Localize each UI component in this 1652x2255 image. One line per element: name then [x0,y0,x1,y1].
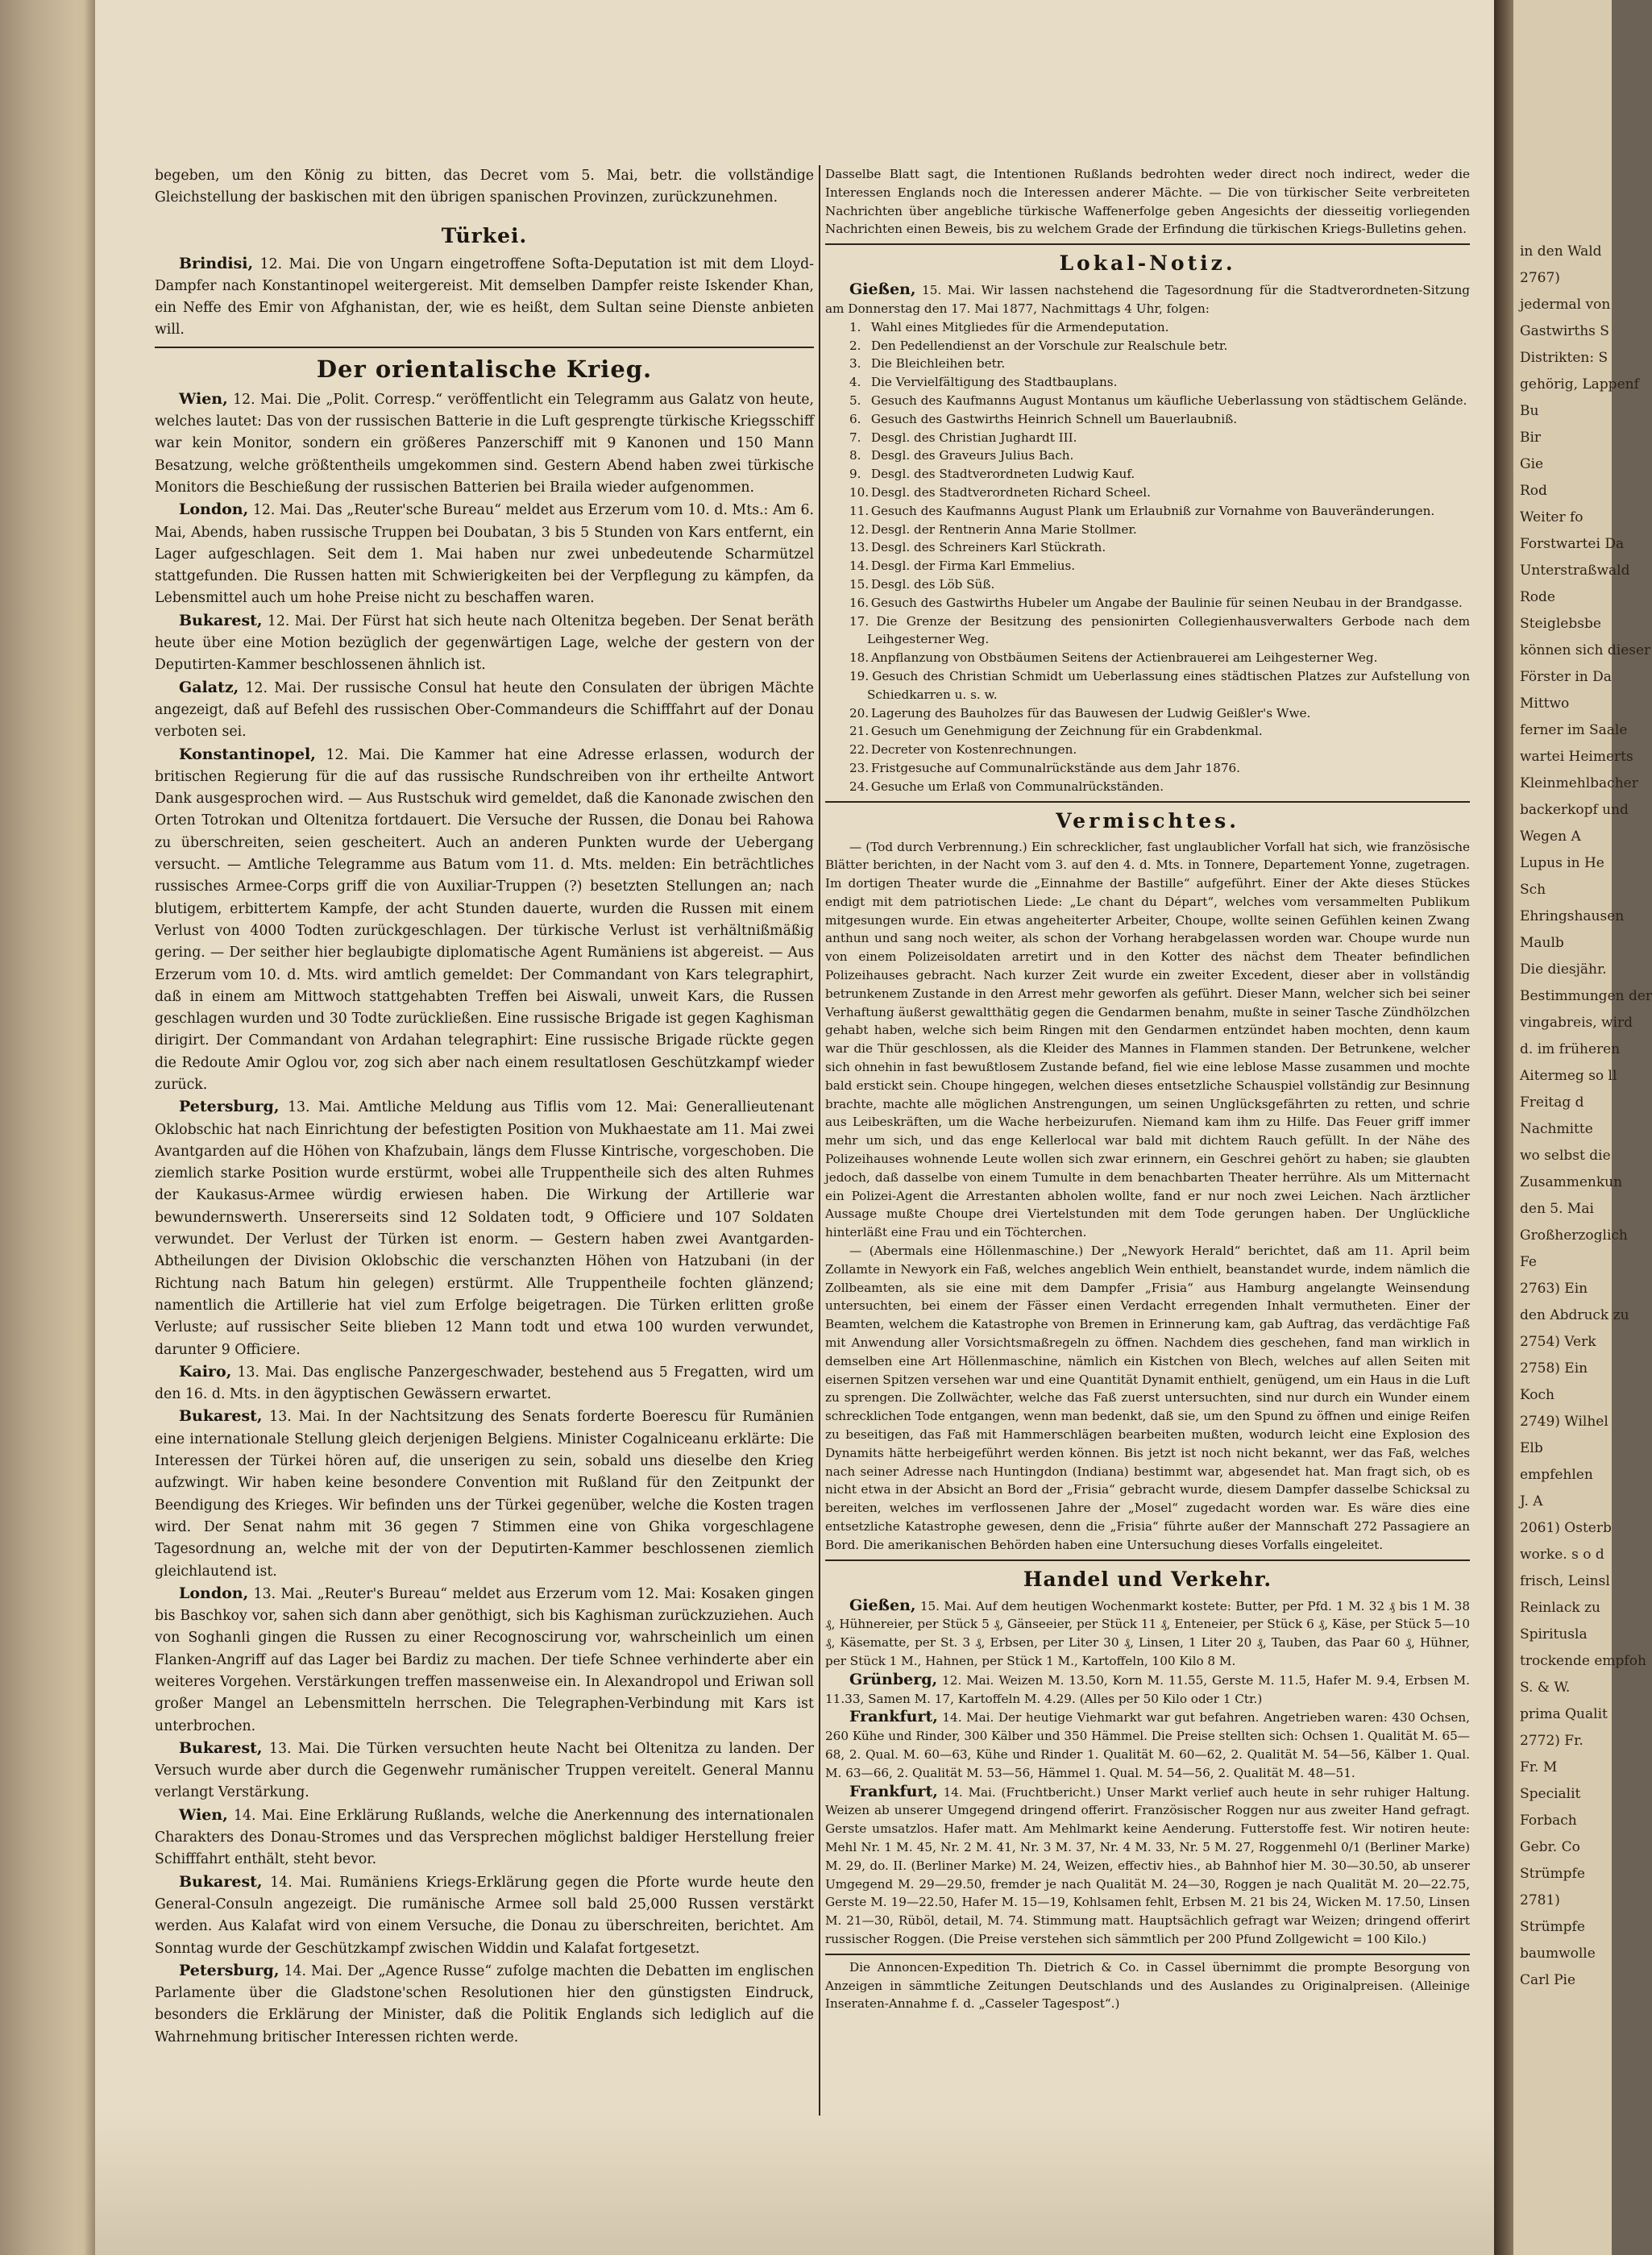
news-text: 12. Mai. Der Fürst hat sich heute nach Oltenitza begeben. Der Senat beräth heute über eine Motion bezüglich der gegenwärtigen Lage, welche der gestern von der Deputirten-Kammer beschlossenen ähnlich ist. [155,613,814,674]
news-text: 12. Mai. Die Kammer hat eine Adresse erlassen, wodurch der britischen Regierung für die auf das russische Rundschreiben von ihr ertheilte Antwort Dank ausgesprochen wird. — Aus Rustschuk wird gemeldet, daß die Kanonade zwischen den Orten Totrokan und Oltenitza fortdauert. Die Versuche der Russen, die Donau bei Rahowa zu überschreiten, seien gescheitert. Auch an anderen Punkten wurde der Uebergang versucht. — Amtliche Telegramme aus Batum vom 11. d. Mts. melden: Ein beträchtliches russisches Armee-Corps griff die von Auxiliar-Truppen (?) besetzten Stellungen an; nach blutigem, erbittertem Kampfe, der acht Stunden dauerte, wurden die Russen mit einem Verlust von 4000 Todten zurückgeschlagen. Der türkische Verlust ist verhältnißmäßig gering. — Der seither hier beglaubigte diplomatische Agent Rumäniens ist abgereist. — Aus Erzerum vom 10. d. Mts. wird amtlich gemeldet: Der Commandant von Kars telegraphirt, daß in einem am Mittwoch stattgehabten Treffen bei Aiswali, unweit Kars, die Russen geschlagen wurden und 30 Todte zurückließen. Eine russische Brigade ist gegen Kaghisman dirigirt. Der Commandant von Ardahan telegraphirt: Eine russische Brigade rückte gegen die Redoute Amir Oglou vor, zog sich aber nach einem resultatlosen Geschützkampf wieder zurück. [155,746,814,1093]
dateline: Bukarest, [179,1872,263,1891]
agenda-number: 4. [849,375,861,390]
agenda-number: 18. [849,650,870,666]
next-page-fragment: den 5. Mai [1520,1201,1594,1217]
news-text: 13. Mai. Das englische Panzergeschwader, bestehend aus 5 Fregatten, wird um den 16. d. Mts. in den ägyptischen Gewässern erwartet. [155,1364,814,1403]
news-item [155,253,814,342]
agenda-item [825,502,1470,521]
next-page-fragment: 2772) Fr. [1520,1733,1584,1749]
news-text: 14. Mai. (Fruchtbericht.) Unser Markt verlief auch heute in sehr ruhiger Haltung. Weizen ab unserer Umgegend dringend offerirt. Französischer Roggen nur aus zweiter Hand gefragt. Gerste umsatzlos. Hafer matt. Am Mehlmarkt keine Aenderung. Futterstoffe fest. Wir notiren heute: Mehl Nr. 1 M. 45, Nr. 2 M. 41, Nr. 3 M. 37, Nr. 4 M. 33, Nr. 5 M. 27, Roggenmehl 0/1 (Berliner Marke) M. 29, do. II. (Berliner Marke) M. 24, Weizen, effectiv hies., ab Bahnhof hier M. 30—30.50, ab unserer Umgegend M. 29—29.50, fremder je nach Qualität M. 24—30, Roggen je nach Qualität M. 20—22.75, Gerste M. 19—22.50, Hafer M. 15—19, Kohlsamen fehlt, Erbsen M. 21 bis 24, Wicken M. 17.50, Linsen M. 21—30, Rüböl, detail, M. 74. Stimmung matt. Hauptsächlich gefragt war Weizen; dringend offerirt russischer Roggen. (Die Preise verstehen sich sämmtlich per 200 Pfund Zollgewicht = 100 Kilo.) [825,1784,1470,1946]
next-page-fragment: empfehlen [1520,1467,1593,1483]
news-item: — (Tod durch Verbrennung.) Ein schrecklicher, fast unglaublicher Vorfall hat sich, wie französische Blätter berichten, in der Nacht vom 3. auf den 4. d. Mts. in Tonnere, Departement Yonne, zugetragen. Im dortigen Theater wurde die „Einnahme der Bastille“ aufgeführt. Einer der Akte dieses Stückes endigt mit dem patriotischen Liede: „Le chant du Départ“, welches vom versammelten Publikum mitgesungen wurde. Ein etwas angeheiterter Arbeiter, Choupe, wollte seinen Gefühlen keinen Zwang anthun und sang noch weiter, als schon der Vorhang herabgelassen worden war. Choupe wurde nun von einem Polizeisoldaten arretirt und in den Kotter des nächst dem Theater befindlichen Polizeihauses gebracht. Nach kurzer Zeit wurde ein zweiter Excedent, dieser aber in vollständig betrunkenem Zustande in den Arrest mehr geworfen als geführt. Dieser Mann, welcher sich bei seiner Verhaftung äußerst gewaltthätig gegen die Gendarmen benahm, mußte in seiner Tasche Zündhölzchen gehabt haben, welche sich beim Ringen mit den Gendarmen entzündet haben mochten, denn kaum war die Thür geschlossen, als die Kleider des Mannes in Flammen standen. Der Betrunkene, welcher sich ohnehin in fast bewußtlosem Zustande befand, fiel wie eine leblose Masse zusammen und mochte bald erstickt sein. Choupe hingegen, welchen dieses entsetzliche Schauspiel vollständig zur Besinnung brachte, machte alle möglichen Anstrengungen, um seinen Unglücksgefährten zu retten, und schrie aus Leibeskräften, um die Wache herbeizurufen. Niemand kam ihm zu Hilfe. Das Feuer griff immer mehr um sich, und das enge Kellerlocal war bald mit dichtem Rauch gefüllt. In der Nähe des Polizeihauses wohnende Leute wollen sich zwar erinnern, ein Geschrei gehört zu haben; sie glaubten jedoch, daß dasselbe von einem Tumulte in dem benachbarten Theater herrühre. Als um Mitternacht ein Polizei-Agent die Arrestanten abholen wollte, fand er nur noch zwei Leichen. Nach ärztlicher Aussage mußte Choupe drei Viertelstunden mit dem Tode gerungen haben. Der Unglückliche hinterläßt eine Frau und ein Töchterchen. [825,839,1470,1240]
agenda-text: Desgl. des Schreiners Karl Stückrath. [870,540,1106,555]
news-text: 13. Mai. „Reuter's Bureau“ meldet aus Erzerum vom 12. Mai: Kosaken gingen bis Baschkoy vor, sahen sich dann aber genöthigt, sich bis Kaghisman zurückzuziehen. Auch von Soghanli gingen die Russen zu einer Recognoscirung vor, wahrscheinlich um einen Flanken-Angriff auf das Lager bei Bardiz zu machen. Der tiefe Schnee verhinderte aber ein weiteres Vorgehen. Verstärkungen treffen massenweise ein. In Alexandropol und Eriwan soll großer Mangel an Lebensmitteln herrschen. Die Telegraphen-Verbindung mit Kars ist unterbrochen. [155,1585,814,1734]
agenda-item [825,649,1470,667]
next-page-fragment: Mittwo [1520,696,1570,712]
next-page-fragment: Kleinmehlbacher [1520,775,1638,791]
dateline: Frankfurt, [849,1708,938,1726]
page-gutter [1494,0,1513,2255]
news-item [825,1708,1470,1782]
agenda-item [825,521,1470,539]
war-reports [155,388,814,2049]
agenda-text: Gesuch des Kaufmanns August Plank um Erlaubniß zur Vornahme von Bauveränderungen. [870,503,1435,518]
dateline: Galatz, [179,678,239,696]
next-page-fragment: jedermal von [1520,297,1611,313]
section-heading-vermischtes: Vermischtes. [1056,808,1239,833]
next-page-fragment: 2061) Osterb [1520,1520,1612,1536]
agenda-item [825,722,1470,741]
next-page-fragment: Wegen A [1520,828,1581,845]
news-text: 12. Mai. Die „Polit. Corresp.“ veröffentlicht ein Telegramm aus Galatz von heute, welches lautet: Das von der russischen Batterie in die Luft gesprengte türkische Kriegsschiff war kein Monitor, sondern ein größeres Panzerschiff mit 9 Kanonen und 150 Mann Besatzung, welche größtentheils umgekommen sind. Gestern Abend haben zwei türkische Monitors die Beschießung der russischen Batterien bei Braila wieder aufgenommen. [155,391,814,496]
dateline: Kairo, [179,1362,232,1381]
dateline: London, [179,500,249,519]
agenda-text: Fristgesuche auf Communalrückstände aus dem Jahr 1876. [870,760,1241,775]
dateline: Gießen, [849,1596,916,1614]
section-divider [825,243,1470,245]
agenda-item [825,429,1470,447]
next-page-fragment: Freitag d [1520,1094,1584,1111]
news-item [155,1960,814,2049]
news-item [825,280,1470,318]
agenda-text: Desgl. der Rentnerin Anna Marie Stollmer. [870,521,1137,537]
news-item [155,499,814,609]
agenda-number: 15. [849,576,870,592]
next-page-fragment: wo selbst die [1520,1148,1611,1164]
next-page-fragment: Ehringshausen [1520,908,1625,924]
news-item [155,610,814,677]
next-page-fragment: können sich dieser [1520,642,1651,658]
next-page-fragment: Fe [1520,1254,1537,1270]
next-page-fragment: Koch [1520,1387,1554,1403]
agenda-number: 8. [849,448,861,463]
next-page-fragment: Steiglebsbe [1520,616,1601,632]
agenda-text: Desgl. des Graveurs Julius Bach. [870,448,1074,463]
next-page-fragment: Nachmitte [1520,1121,1593,1137]
agenda-number: 1. [849,319,861,334]
next-page-fragment: vingabreis, wird [1520,1015,1633,1031]
news-item [155,1406,814,1582]
section-heading-turkei: Türkei. [441,223,528,247]
agenda-number: 9. [849,467,861,482]
agenda-item [825,538,1470,557]
agenda-item [825,778,1470,796]
agenda-number: 13. [849,540,870,555]
agenda-text: Lagerung des Bauholzes für das Bauwesen der Ludwig Geißler's Wwe. [870,705,1311,721]
section-divider [825,1954,1470,1955]
next-page-fragment: 2754) Verk [1520,1334,1596,1350]
next-page-fragment: J. A [1520,1493,1543,1510]
agenda-item [825,355,1470,373]
agenda-number: 17. [849,613,870,629]
agenda-number: 22. [849,742,870,758]
agenda-text: Gesuch um Genehmigung der Zeichnung für ein Grabdenkmal. [870,724,1263,739]
next-page-fragment: backerkopf und [1520,802,1629,818]
next-page-fragment: Großherzoglich [1520,1227,1628,1244]
agenda-item [825,446,1470,465]
next-page-fragment: worke. s o d [1520,1547,1604,1563]
news-text: 13. Mai. Amtliche Meldung aus Tiflis vom 12. Mai: Generallieutenant Oklobschic hat nach Einrichtung der befestigten Position von Mukhaestate am 11. Mai zwei Avantgarden auf die Höhen von Khafzubain, längs dem Flusse Kintrische, vorgeschoben. Die ziemlich starke Position wurde erstürmt, wobei alle Truppentheile sich des alten Ruhmes der Kaukasus-Armee würdig erwiesen haben. Die Wirkung der Artillerie war bewundernswerth. Unsererseits sind 12 Soldaten todt, 9 Officiere und 107 Soldaten verwundet. Der Verlust der Türken ist enorm. — Gestern haben zwei Avantgarden-Abtheilungen der Division Oklobschic die verschanzten Höhen von Hatzubani (in der Richtung nach Batum hin gelegen) erstürmt. Alle Truppentheile fochten glänzend; namentlich die Artillerie hat viel zum Erfolge beigetragen. Die Türken erlitten große Verluste; auf russischer Seite blieben 12 Mann todt und etwa 100 wurden verwundet, darunter 9 Officiere. [155,1099,814,1358]
next-page-fragment: Bestimmungen der [1520,988,1652,1004]
next-page-fragment: 2749) Wilhel [1520,1414,1608,1430]
agenda-item [825,373,1470,392]
news-text: 15. Mai. Auf dem heutigen Wochenmarkt kostete: Butter, per Pfd. 1 M. 32 ₰ bis 1 M. 38 ₰, Hühnereier, per Stück 5 ₰, Gänseeier, per Stück 11 ₰, Enteneier, per Stück 6 ₰, Käse, per Stück 5—10 ₰, Käsematte, per St. 3 ₰, Erbsen, per Liter 30 ₰, Linsen, 1 Liter 20 ₰, Tauben, das Paar 60 ₰, Hühner, per Stück 1 M., Hahnen, per Stück 1 M., Kartoffeln, 100 Kilo 8 M. [825,1598,1471,1668]
next-page-fragment: Fr. M [1520,1759,1558,1775]
agenda-item [825,741,1470,759]
next-page-fragments [1520,242,1652,1990]
dateline: Gießen, [849,280,916,299]
agenda-item [825,410,1470,429]
section-divider [825,1559,1470,1561]
agenda-item [825,575,1470,594]
news-item: — (Abermals eine Höllenmaschine.) Der „Newyork Herald“ berichtet, daß am 11. April beim Zollamte in Newyork ein Faß, welches angeblich Wein enthielt, beanstandet wurde, indem nämlich die Zollbeamten, als sie eine mit dem Dampfer „Frisia“ aus Hamburg angelangte Weinsendung untersuchten, bei einem der Fässer einen Verdacht erregenden Inhalt vermutheten. Einer der Beamten, welchem die Katastrophe von Bremen in Erinnerung kam, gab Auftrag, das verdächtige Faß mit Anwendung aller Vorsichtsmaßregeln zu öffnen. Nachdem dies geschehen, fand man wirklich in demselben eine Art Höllenmaschine, nämlich ein Kistchen von Blech, welches auf allen Seiten mit eisernen Spitzen versehen war und eine Quantität Dynamit enthielt, genügend, um ein Haus in die Luft zu sprengen. Die Zollwächter, welche das Faß zuerst untersuchten, sind nur durch ein Wunder einem schrecklichen Tode entgangen, wenn man bedenkt, daß sie, um den Spund zu öffnen und einige Reifen zu beseitigen, das Faß mit Hammerschlägen bearbeiten mußten, wodurch leicht eine Explosion des Dynamits hätte herbeigeführt werden können. Bis jetzt ist noch nicht bekannt, wer das Faß, welches nach seiner Adresse nach Huntingdon (Indiana) bestimmt war, abgesendet hat. Man fragt sich, ob es nicht etwa in der Absicht an Bord der „Frisia“ gebracht wurde, diesem Dampfer dasselbe Schicksal zu bereiten, welches im verflossenen Jahre der „Mosel“ zugedacht worden war. Es wäre dies eine entsetzliche Katastrophe gewesen, denn die „Frisia“ führte außer der Mannschaft 272 Passagiere an Bord. Die amerikanischen Behörden haben eine Untersuchung dieses Vorfalls eingeleitet. [825,1244,1470,1552]
section-divider [825,801,1470,803]
agenda-number: 19. [849,668,870,683]
next-page-fragment: prima Qualit [1520,1706,1608,1722]
agenda-number: 21. [849,724,870,739]
news-item [155,677,814,744]
next-page-fragment: Carl Pie [1520,1972,1576,1988]
market-reports [825,1597,1470,1949]
agenda-text: Gesuch des Gastwirths Heinrich Schnell um Bauerlaubniß. [870,411,1238,426]
section-heading-war: Der orientalische Krieg. [316,355,653,383]
agenda-text: Desgl. der Firma Karl Emmelius. [870,559,1076,574]
next-page-fragment: Spiritusla [1520,1626,1588,1642]
next-page-fragment: Bu [1520,403,1539,419]
dateline: Brindisi, [179,254,254,272]
carry-over-text: Dasselbe Blatt sagt, die Intentionen Rußlands bedrohten weder direct noch indirect, weder die Interessen Englands noch die Interessen anderer Mächte. — Die von türkischer Seite verbreiteten Nachrichten über angebliche türkische Waffenerfolge geben Angesichts der diesseitig vorliegenden Nachrichten einen Beweis, bis zu welchem Grade der Erfindung die türkischen Kriegs-Bulletins gehen. [825,167,1470,237]
dateline: Grünberg, [849,1670,938,1688]
next-page-fragment: Förster in Da [1520,669,1612,685]
news-item [155,1804,814,1871]
next-page-fragment: Aitermeg so ll [1520,1068,1617,1084]
news-text: 14. Mai. Rumäniens Kriegs-Erklärung gegen die Pforte wurde heute den General-Consuln angezeigt. Die rumänische Armee soll bald 25,000 Russen verstärkt werden. Aus Kalafat wird von einem Versuche, die Donau zu überschreiten, berichtet. Am Sonntag wurde der Geschützkampf zwischen Widdin und Kalafat fortgesetzt. [155,1874,814,1957]
agenda-item [825,337,1470,355]
agenda-text: Die Vervielfältigung des Stadtbauplans. [870,375,1118,390]
agenda-number: 20. [849,705,870,721]
news-text: 12. Mai. Das „Reuter'sche Bureau“ meldet aus Erzerum vom 10. d. Mts.: Am 6. Mai, Abends, haben russische Truppen bei Doubatan, 3 bis 5 Stunden von Kars entfernt, ein Lager aufgeschlagen. Seit dem 1. Mai haben nur zwei unbedeutende Scharmützel stattgefunden. Die Russen hatten mit Schwierigkeiten bei der Verpflegung zu kämpfen, da Lebensmittel auch um hohe Preise nicht zu beschaffen waren. [155,502,814,607]
agenda-number: 11. [849,503,870,518]
agenda-item [825,667,1470,704]
dateline: Bukarest, [179,611,263,629]
agenda-text: Desgl. des Löb Süß. [870,576,995,592]
news-item [825,1783,1470,1949]
agenda-number: 2. [849,338,861,353]
section-heading-handel: Handel und Verkehr. [1023,1567,1272,1591]
next-page-fragment: Weiter fo [1520,509,1584,525]
agenda-text: Gesuch des Kaufmanns August Montanus um käufliche Ueberlassung von städtischem Gelände. [870,392,1467,408]
dateline: London, [179,1584,249,1602]
news-text: 13. Mai. Die Türken versuchten heute Nacht bei Oltenitza zu landen. Der Versuch wurde aber durch die Gegenwehr rumänischer Truppen vereitelt. General Mannu verlangt Verstärkung. [155,1740,814,1801]
next-page-fragment: Die diesjähr. [1520,961,1607,978]
agenda-text: Desgl. des Christian Jughardt III. [870,430,1077,445]
agenda-text: Den Pedellendienst an der Vorschule zur Realschule betr. [870,338,1228,353]
news-item [155,1096,814,1361]
next-page-fragment: wartei Heimerts [1520,749,1633,765]
next-page-fragment: trockende empfoh [1520,1653,1646,1669]
next-page-fragment: 2767) [1520,270,1560,286]
agenda-text: Decreter von Kostenrechnungen. [870,742,1077,758]
next-page-fragment: Bir [1520,430,1542,446]
news-item [155,1871,814,1960]
next-page-fragment: ferner im Saale [1520,722,1628,738]
news-text: 15. Mai. Wir lassen nachstehend die Tagesordnung für die Stadtverordneten-Sitzung am Donnerstag den 17. Mai 1877, Nachmittags 4 Uhr, folgen: [825,283,1470,316]
next-page-fragment: Maulb [1520,935,1564,951]
next-page-fragment: Gastwirths S [1520,323,1609,339]
news-text: 12. Mai. Der russische Consul hat heute den Consulaten der übrigen Mächte angezeigt, daß auf Befehl des russischen Ober-Commandeurs die Schifffahrt auf der Donau verboten sei. [155,679,814,741]
agenda-item [825,594,1470,613]
agenda-item [825,759,1470,778]
dateline: Bukarest, [179,1407,263,1426]
next-page-fragment: Lupus in He [1520,855,1604,871]
next-page-fragment: d. im früheren [1520,1041,1621,1057]
next-page-fragment: Gebr. Co [1520,1839,1580,1855]
agenda-number: 12. [849,521,870,537]
agenda-item [825,557,1470,575]
news-text: 14. Mai. Der heutige Viehmarkt war gut befahren. Angetrieben waren: 430 Ochsen, 260 Kühe und Rinder, 300 Kälber und 350 Hämmel. Die Preise stellten sich: Ochsen 1. Qualität M. 65—68, 2. Qual. M. 60—63, Kühe und Rinder 1. Qualität M. 60—62, 2. Qualität M. 54—56, Kälber 1. Qual. M. 63—66, 2. Qualität M. 53—56, Hämmel 1. Qual. M. 54—56, 2. Qualität M. 48—51. [825,1710,1471,1780]
dateline: Wien, [179,1805,228,1824]
agenda-number: 3. [849,356,861,372]
next-page-fragment: Forstwartei Da [1520,536,1625,552]
agenda-text: Die Bleichleihen betr. [870,356,1006,372]
next-page-fragment: Zusammenkun [1520,1174,1623,1190]
agenda-number: 6. [849,411,861,426]
news-item [155,388,814,499]
news-text: 13. Mai. In der Nachtsitzung des Senats forderte Boerescu für Rumänien eine internationale Stellung gleich derjenigen Belgiens. Minister Cogalniceanu erklärte: Die Interessen der Türkei hören auf, die unserigen zu sein, sobald uns dieselbe den Krieg aufzwingt. Wir haben keine besondere Convention mit Rußland für den Zeitpunkt der Beendigung des Krieges. Wir befinden uns der Türkei gegenüber, welche die Kosten tragen wird. Der Senat nahm mit 36 gegen 7 Stimmen eine von Ghika vorgeschlagene Tagesordnung an, welche mit der von der Deputirten-Kammer beschlossenen ziemlich gleichlautend ist. [155,1409,815,1580]
agenda-item [825,465,1470,484]
agenda-text: Gesuche um Erlaß von Communalrückständen. [870,779,1164,794]
news-item [825,1671,1470,1709]
agenda-number: 16. [849,595,870,610]
agenda-item [825,392,1470,410]
agenda-text: Wahl eines Mitgliedes für die Armendeputation. [870,319,1169,334]
agenda-list [825,318,1470,796]
news-item [155,1361,814,1406]
agenda-item [825,613,1470,650]
right-column [825,165,1470,2013]
next-page-fragment: frisch, Leinsl [1520,1573,1610,1589]
agenda-text: Anpflanzung von Obstbäumen Seitens der Actienbrauerei am Leihgesterner Weg. [870,650,1378,666]
agenda-item [825,704,1470,723]
news-item [155,1738,814,1804]
next-page-fragment: Rode [1520,589,1555,605]
next-page-fragment: S. & W. [1520,1680,1571,1696]
section-heading-lokal: Lokal-Notiz. [1059,251,1236,276]
left-column [155,165,814,2049]
agenda-text: Gesuch des Gastwirths Hubeler um Angabe der Baulinie für seinen Neubau in der Brandgasse. [870,595,1463,610]
next-page-fragment: den Abdruck zu [1520,1307,1629,1323]
carry-over-text: begeben, um den König zu bitten, das Decret vom 5. Mai, betr. die vollständige Gleichstellung der baskischen mit den übrigen spanischen Provinzen, zurückzunehmen. [155,168,814,206]
agenda-item [825,484,1470,502]
news-item [155,1583,814,1738]
dateline: Bukarest, [179,1738,263,1757]
next-page-fragment: 2781) [1520,1892,1560,1908]
agenda-text: Desgl. des Stadtverordneten Richard Scheel. [870,484,1151,500]
next-page-fragment: Specialit [1520,1786,1581,1802]
column-rule [819,165,820,2116]
advertisement-text: Die Annoncen-Expedition Th. Dietrich & Co. in Cassel übernimmt die prompte Besorgung von Anzeigen in sämmtliche Zeitungen Deutschlands und des Auslandes zu Originalpreisen. (Alleinige Inseraten-Annahme f. d. „Casseler Tagespost“.) [825,1959,1470,2012]
next-page-fragment: Distrikten: S [1520,350,1608,366]
agenda-number: 5. [849,392,861,408]
agenda-number: 14. [849,559,870,574]
agenda-text: Gesuch des Christian Schmidt um Ueberlassung eines städtischen Platzes zur Aufstellung von Schiedkarren u. s. w. [867,668,1470,702]
next-page-fragment: Strümpfe [1520,1866,1585,1882]
dateline: Frankfurt, [849,1782,938,1800]
news-text: 14. Mai. Eine Erklärung Rußlands, welche die Anerkennung des internationalen Charakters des Donau-Stromes und das Versprechen möglichst baldiger Herstellung freier Schifffahrt enthält, steht bevor. [155,1807,814,1868]
next-page-fragment: Sch [1520,882,1546,898]
next-page-fragment: 2763) Ein [1520,1281,1588,1297]
next-page-strip [1513,0,1652,2255]
news-item [155,744,814,1097]
next-page-fragment: 2758) Ein [1520,1360,1588,1377]
agenda-item [825,318,1470,337]
next-page-fragment: Forbach [1520,1813,1577,1829]
news-text: 12. Mai. Die von Ungarn eingetroffene Softa-Deputation ist mit dem Lloyd-Dampfer nach Konstantinopel weitergereist. Mit demselben Dampfer reiste Iskender Khan, ein Neffe des Emir von Afghanistan, der, wie es heißt, dem Sultan seine Dienste anbieten will. [155,255,814,338]
dateline: Konstantinopel, [179,745,316,763]
next-page-fragment: baumwolle [1520,1946,1596,1962]
agenda-text: Die Grenze der Besitzung des pensionirten Collegienhausverwalters Gerbode nach dem Leihgesterner Weg. [867,613,1471,647]
section-divider [155,347,814,348]
next-page-fragment: in den Wald [1520,243,1602,260]
dateline: Wien, [179,389,228,408]
agenda-number: 10. [849,484,870,500]
book-binding [0,0,95,2255]
agenda-number: 7. [849,430,861,445]
news-text: 14. Mai. Der „Agence Russe“ zufolge machten die Debatten im englischen Parlamente über die Gladstone'schen Resolutionen hier den günstigsten Eindruck, besonders die Erklärung der Minister, daß die Politik Englands sich lediglich auf die Wahrnehmung britischer Interessen richten werde. [155,1962,814,2045]
next-page-fragment: Strümpfe [1520,1919,1585,1935]
agenda-number: 23. [849,760,870,775]
next-page-fragment: Elb [1520,1440,1543,1456]
news-item [825,1597,1470,1671]
news-text: 12. Mai. Weizen M. 13.50, Korn M. 11.55, Gerste M. 11.5, Hafer M. 9.4, Erbsen M. 11.33, Samen M. 17, Kartoffeln M. 4.29. (Alles per 50 Kilo oder 1 Ctr.) [825,1672,1471,1706]
dateline: Petersburg, [179,1098,280,1116]
next-page-fragment: Rod [1520,483,1547,499]
page-shadow [95,2112,1494,2255]
agenda-number: 24. [849,779,870,794]
agenda-text: Desgl. des Stadtverordneten Ludwig Kauf. [870,467,1135,482]
next-page-fragment: Gie [1520,456,1544,472]
dateline: Petersburg, [179,1961,280,1979]
next-page-fragment: Reinlack zu [1520,1600,1600,1616]
next-page-fragment: Unterstraßwald [1520,563,1630,579]
next-page-fragment: gehörig, Lappenf [1520,376,1639,392]
